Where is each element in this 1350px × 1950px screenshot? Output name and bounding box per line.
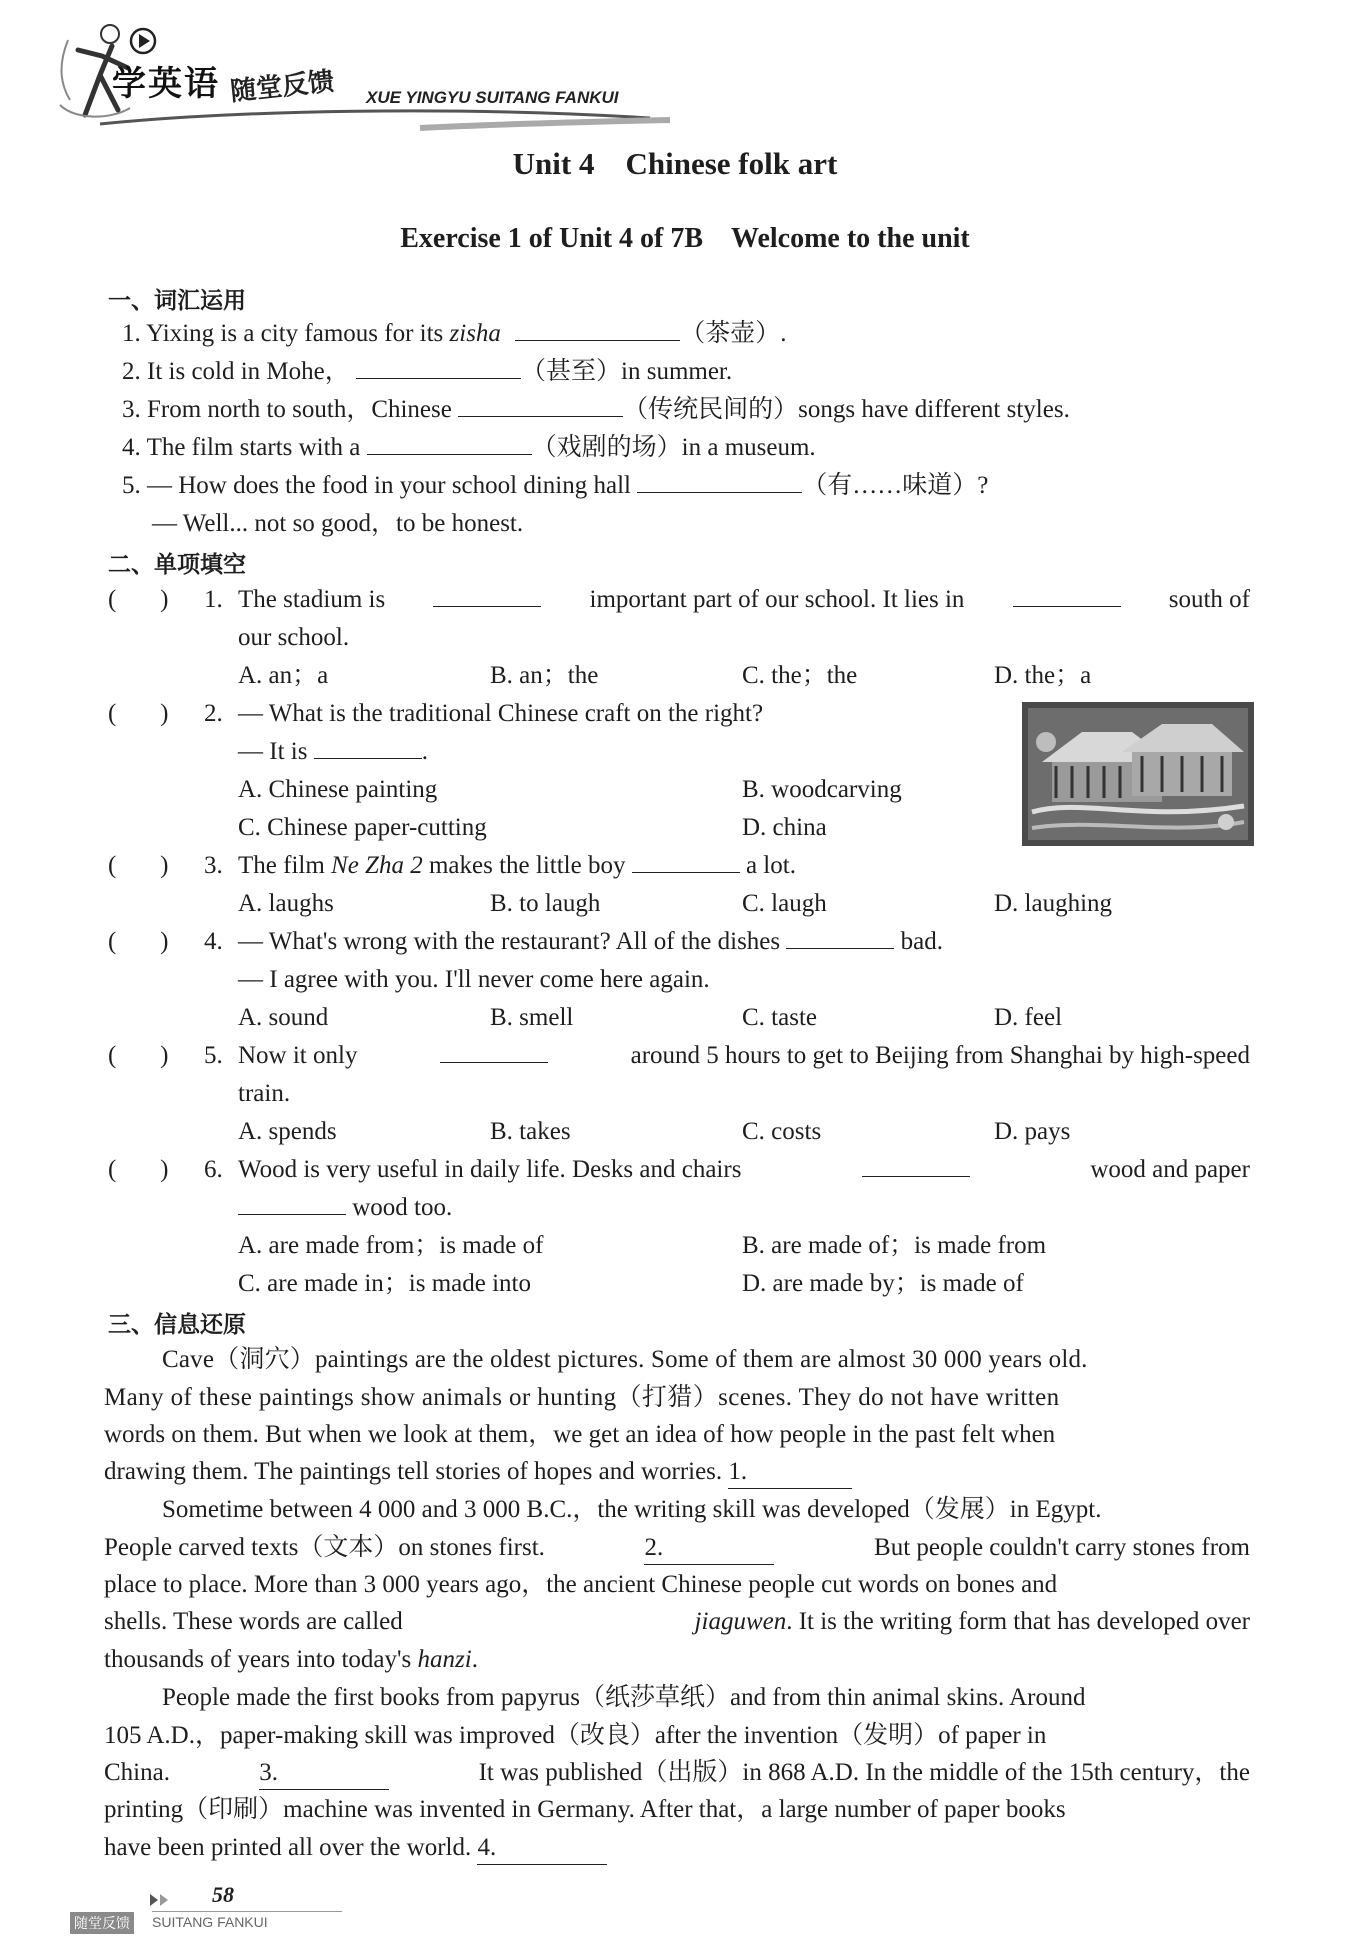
passage-line: have been printed all over the world. 4. bbox=[104, 1832, 607, 1865]
passage-line: place to place. More than 3 000 years ago，the ancient Chinese people cut words on bones and bbox=[104, 1571, 1058, 1598]
passage-line: Sometime between 4 000 and 3 000 B.C.，the writing skill was developed（发展）in Egypt. bbox=[162, 1496, 1102, 1523]
arrow-icon bbox=[150, 1894, 172, 1906]
question-5-cont: train. bbox=[238, 1080, 291, 1107]
logo-title-cn: 学英语 bbox=[112, 64, 220, 104]
option-b[interactable]: B. takes bbox=[490, 1118, 571, 1145]
answer-paren[interactable]: ( ) bbox=[108, 852, 169, 879]
question-6-text: Wood is very useful in daily life. Desks and chairs wood and paper bbox=[238, 1156, 1250, 1183]
option-c[interactable]: C. taste bbox=[742, 1004, 817, 1031]
option-b[interactable]: B. are made of；is made from bbox=[742, 1232, 1047, 1259]
answer-blank[interactable] bbox=[356, 356, 521, 379]
question-4-text: — What's wrong with the restaurant? All of the dishes bad. bbox=[238, 928, 943, 955]
passage-line: China. 3. It was published（出版）in 868 A.D. In the middle of the 15th century，the bbox=[104, 1757, 1250, 1790]
blank-3[interactable]: 3. bbox=[259, 1757, 389, 1790]
vocab-item-2: 2. It is cold in Mohe， （甚至）in summer. bbox=[122, 358, 733, 385]
option-d[interactable]: D. are made by；is made of bbox=[742, 1270, 1024, 1297]
answer-blank[interactable] bbox=[433, 584, 541, 607]
question-4-reply: — I agree with you. I'll never come here again. bbox=[238, 966, 710, 993]
option-b[interactable]: B. to laugh bbox=[490, 890, 601, 917]
answer-blank[interactable] bbox=[458, 394, 623, 417]
option-a[interactable]: A. an；a bbox=[238, 662, 329, 689]
question-number: 4. bbox=[204, 928, 223, 955]
option-d[interactable]: D. china bbox=[742, 814, 827, 841]
question-number: 5. bbox=[204, 1042, 223, 1069]
answer-paren[interactable]: ( ) bbox=[108, 1156, 169, 1183]
answer-blank[interactable] bbox=[238, 1192, 346, 1215]
passage-line: printing（印刷）machine was invented in Germany. After that，a large number of paper books bbox=[104, 1796, 1066, 1823]
vocab-item-1: 1. Yixing is a city famous for its zisha （茶壶）. bbox=[122, 320, 787, 347]
blank-2[interactable]: 2. bbox=[644, 1532, 774, 1565]
logo-title-en: XUE YINGYU SUITANG FANKUI bbox=[366, 88, 619, 107]
answer-blank[interactable] bbox=[314, 736, 422, 759]
passage-line: Many of these paintings show animals or hunting（打猎）scenes. They do not have written bbox=[104, 1384, 1060, 1411]
answer-blank[interactable] bbox=[515, 318, 680, 341]
question-3-text: The film Ne Zha 2 makes the little boy a lot. bbox=[238, 852, 796, 879]
question-6-cont: wood too. bbox=[238, 1192, 452, 1224]
question-number: 1. bbox=[204, 586, 223, 613]
answer-paren[interactable]: ( ) bbox=[108, 1042, 169, 1069]
answer-blank[interactable] bbox=[637, 470, 802, 493]
answer-blank[interactable] bbox=[786, 926, 894, 949]
question-2-reply: — It is . bbox=[238, 738, 428, 765]
answer-blank[interactable] bbox=[862, 1154, 970, 1177]
question-number: 2. bbox=[204, 700, 223, 727]
exercise-subtitle: Exercise 1 of Unit 4 of 7B Welcome to the unit bbox=[400, 223, 970, 254]
answer-paren[interactable]: ( ) bbox=[108, 928, 169, 955]
section-heading-information-restoration: 三、信息还原 bbox=[108, 1312, 246, 1338]
option-c[interactable]: C. Chinese paper-cutting bbox=[238, 814, 487, 841]
vocab-item-4: 4. The film starts with a （戏剧的场）in a museum. bbox=[122, 434, 816, 461]
option-b[interactable]: B. woodcarving bbox=[742, 776, 902, 803]
option-a[interactable]: A. spends bbox=[238, 1118, 337, 1145]
option-a[interactable]: A. sound bbox=[238, 1004, 329, 1031]
option-b[interactable]: B. an；the bbox=[490, 662, 599, 689]
passage-line: Cave（洞穴）paintings are the oldest pictures. Some of them are almost 30 000 years old. bbox=[162, 1346, 1088, 1373]
footer bbox=[64, 1880, 364, 1940]
question-1-text: The stadium is important part of our school. It lies in south of bbox=[238, 586, 1250, 613]
blank-4[interactable]: 4. bbox=[477, 1832, 607, 1865]
option-c[interactable]: C. are made in；is made into bbox=[238, 1270, 531, 1297]
blank-1[interactable]: 1. bbox=[728, 1456, 852, 1489]
play-icon bbox=[128, 26, 158, 56]
footer-rule bbox=[152, 1911, 342, 1912]
option-c[interactable]: C. the；the bbox=[742, 662, 858, 689]
page-number: 58 bbox=[212, 1882, 234, 1907]
option-d[interactable]: D. the；a bbox=[994, 662, 1092, 689]
option-b[interactable]: B. smell bbox=[490, 1004, 574, 1031]
footer-label-cn: 随堂反馈 bbox=[70, 1912, 134, 1934]
option-d[interactable]: D. laughing bbox=[994, 890, 1113, 917]
answer-blank[interactable] bbox=[440, 1040, 548, 1063]
page-title: Unit 4 Chinese folk art bbox=[512, 146, 838, 181]
answer-blank[interactable] bbox=[367, 432, 532, 455]
option-a[interactable]: A. Chinese painting bbox=[238, 776, 438, 803]
section-heading-vocabulary: 一、词汇运用 bbox=[108, 288, 246, 314]
passage-line: 105 A.D.，paper-making skill was improved（改良）after the invention（发明）of paper in bbox=[104, 1722, 1047, 1749]
footer-label-en: SUITANG FANKUI bbox=[152, 1914, 268, 1930]
passage-line: thousands of years into today's hanzi. bbox=[104, 1646, 478, 1673]
vocab-item-5: 5. — How does the food in your school dining hall （有……味道）? bbox=[122, 472, 989, 499]
option-a[interactable]: A. are made from；is made of bbox=[238, 1232, 544, 1259]
passage-line: words on them. But when we look at them，we get an idea of how people in the past felt when bbox=[104, 1421, 1056, 1448]
logo-subtitle-cn: 随堂反馈 bbox=[228, 66, 336, 108]
passage-line: drawing them. The paintings tell stories of hopes and worries. 1. bbox=[104, 1456, 852, 1489]
question-1-cont: our school. bbox=[238, 624, 350, 651]
header-logo bbox=[40, 20, 680, 130]
answer-paren[interactable]: ( ) bbox=[108, 700, 169, 727]
answer-blank[interactable] bbox=[632, 850, 740, 873]
question-5-text: Now it only around 5 hours to get to Beijing from Shanghai by high-speed bbox=[238, 1042, 1250, 1069]
answer-paren[interactable]: ( ) bbox=[108, 586, 169, 613]
vocab-item-3: 3. From north to south，Chinese （传统民间的）songs have different styles. bbox=[122, 396, 1070, 423]
passage-line: People carved texts（文本）on stones first. 2. But people couldn't carry stones from bbox=[104, 1532, 1250, 1565]
woodcarving-image bbox=[1022, 702, 1254, 846]
question-2-text: — What is the traditional Chinese craft on the right? bbox=[238, 700, 764, 727]
passage-line: People made the first books from papyrus（纸莎草纸）and from thin animal skins. Around bbox=[162, 1684, 1086, 1711]
question-number: 3. bbox=[204, 852, 223, 879]
vocab-item-5-reply: — Well... not so good，to be honest. bbox=[152, 510, 524, 537]
option-d[interactable]: D. feel bbox=[994, 1004, 1063, 1031]
option-c[interactable]: C. costs bbox=[742, 1118, 822, 1145]
option-c[interactable]: C. laugh bbox=[742, 890, 827, 917]
option-a[interactable]: A. laughs bbox=[238, 890, 334, 917]
section-heading-multiple-choice: 二、单项填空 bbox=[108, 552, 246, 578]
answer-blank[interactable] bbox=[1013, 584, 1121, 607]
logo-swoosh bbox=[40, 100, 680, 140]
option-d[interactable]: D. pays bbox=[994, 1118, 1071, 1145]
question-number: 6. bbox=[204, 1156, 223, 1183]
passage-line: shells. These words are called jiaguwen. It is the writing form that has developed over bbox=[104, 1608, 1250, 1635]
